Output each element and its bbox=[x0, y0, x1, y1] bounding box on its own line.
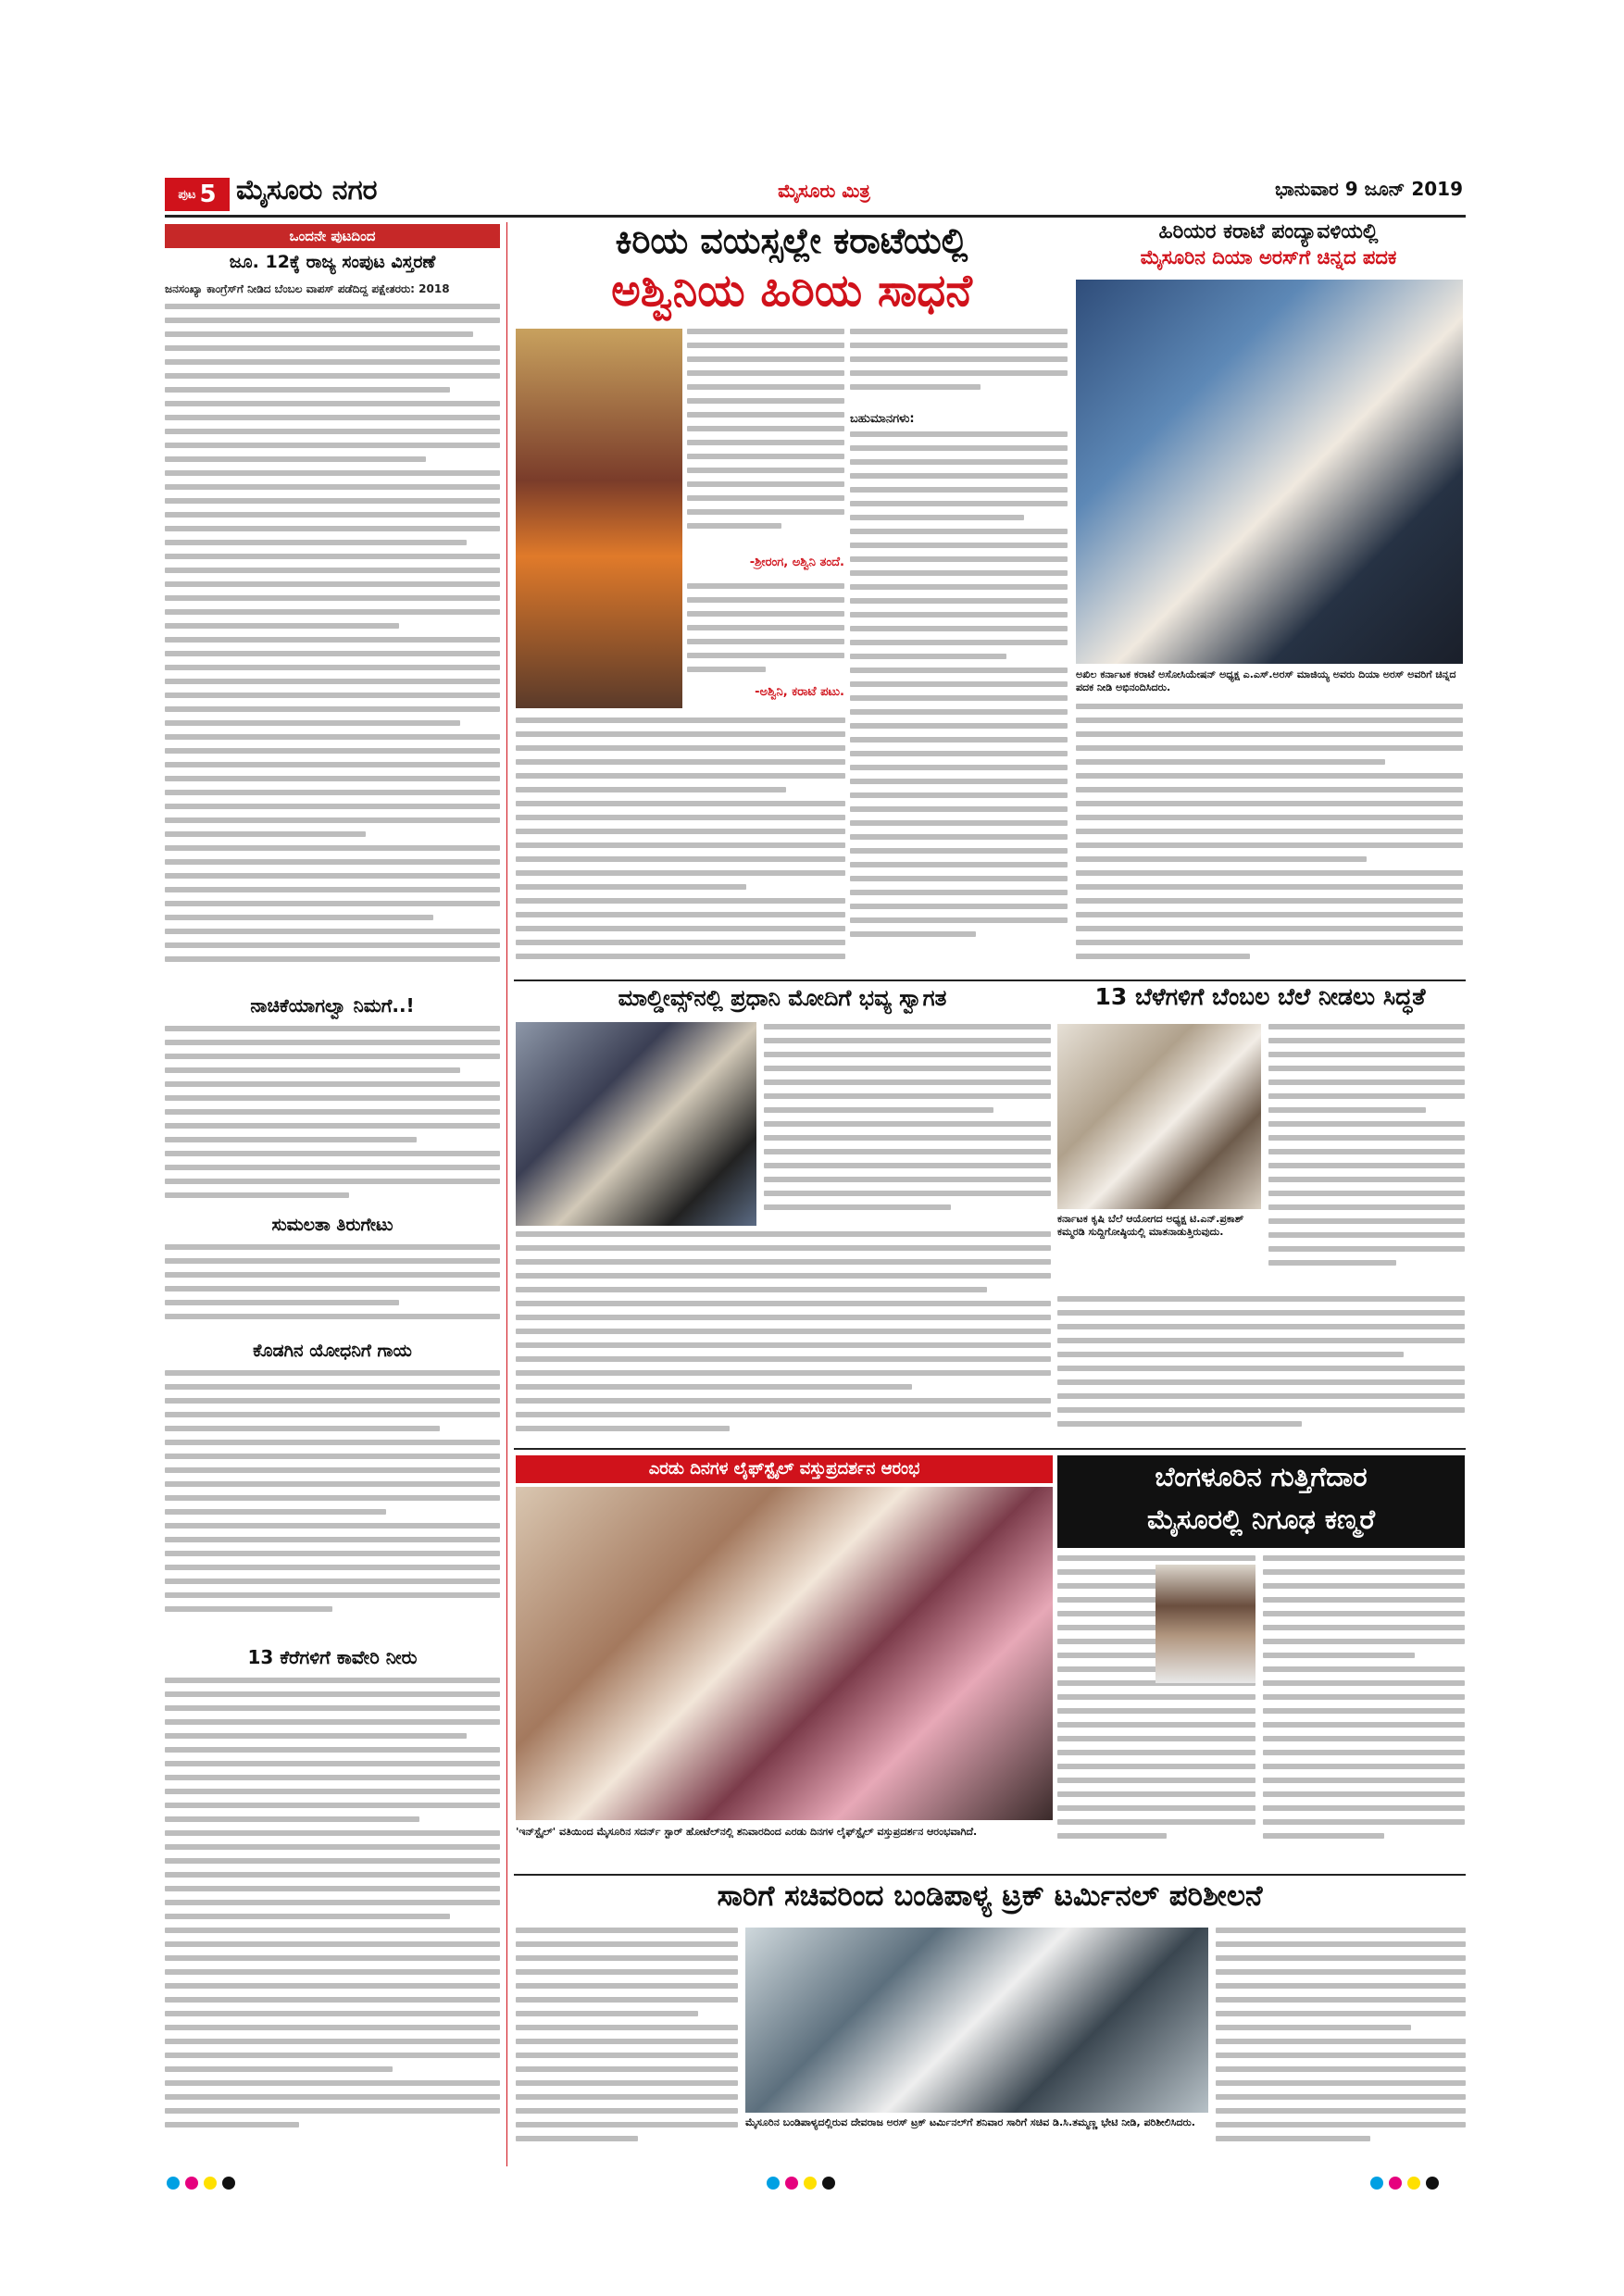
cabinet-body bbox=[165, 304, 500, 989]
diya-headline-line1: ಹಿರಿಯರ ಕರಾಟೆ ಪಂದ್ಯಾವಳಿಯಲ್ಲಿ bbox=[1158, 220, 1379, 243]
quote2-attribution: -ಅಶ್ವಿನಿ, ಕರಾಟೆ ಪಟು. bbox=[755, 685, 844, 699]
upper-block-rule bbox=[514, 980, 1466, 981]
sumalatha-headline: ಸುಮಲತಾ ತಿರುಗೇಟು bbox=[271, 1215, 394, 1235]
reg-dot-yellow bbox=[1407, 2177, 1420, 2190]
truck-body-left bbox=[516, 1928, 738, 2159]
truck-body-right bbox=[1216, 1928, 1466, 2159]
diya-headline-line2: ಮೈಸೂರಿನ ದಿಯಾ ಅರಸ್‌ಗೆ ಚಿನ್ನದ ಪದಕ bbox=[1140, 246, 1397, 268]
reg-dot-black bbox=[222, 2177, 235, 2190]
karate-headline-line2: ಅಶ್ವಿನಿಯ ಹಿರಿಯ ಸಾಧನೆ bbox=[611, 265, 972, 317]
modi-body-right bbox=[764, 1024, 1051, 1223]
sumalatha-body bbox=[165, 1244, 500, 1337]
reg-dot-yellow bbox=[204, 2177, 217, 2190]
masthead-rule bbox=[165, 215, 1466, 218]
reg-dot-magenta bbox=[1389, 2177, 1402, 2190]
shame-headline: ನಾಚಿಕೆಯಾಗಲ್ವಾ ನಿಮಗೆ..! bbox=[250, 994, 415, 1017]
page-label: ಪುಟ bbox=[178, 187, 196, 202]
karate-girl-photo bbox=[516, 329, 682, 708]
reg-dot-black bbox=[822, 2177, 835, 2190]
karate-quote2-box bbox=[687, 583, 844, 713]
shame-body bbox=[165, 1026, 500, 1211]
reg-dot-yellow bbox=[804, 2177, 817, 2190]
paper-name: ಮೈಸೂರು ಮಿತ್ರ bbox=[778, 180, 870, 202]
issue-date: ಭಾನುವಾರ 9 ಜೂನ್ 2019 bbox=[1275, 178, 1463, 200]
contractor-body-right bbox=[1263, 1555, 1465, 1870]
contractor-headline-line2: ಮೈಸೂರಲ್ಲಿ ನಿಗೂಢ ಕಣ್ಮರೆ bbox=[1147, 1504, 1375, 1535]
expo-headline: ಎರಡು ದಿನಗಳ ಲೈಫ್‌ಸ್ಟೈಲ್ ವಸ್ತುಪ್ರದರ್ಶನ ಆರಂಭ bbox=[516, 1455, 1053, 1483]
diya-body bbox=[1076, 704, 1463, 977]
diya-caption: ಅಖಿಲ ಕರ್ನಾಟಕ ಕರಾಟೆ ಅಸೋಸಿಯೇಷನ್ ಅಧ್ಯಕ್ಷ ಎ.ಎಸ್.ಅರಸ್ ಮಾಜಿಯ್ಯ ಅವರು ದಿಯಾ ಅರಸ್ ಅವರಿಗೆ ಚಿನ್ನದ ಪದಕ ನೀಡಿ ಅಭಿನಂದಿಸಿದರು. bbox=[1076, 668, 1456, 693]
support-price-photo bbox=[1057, 1024, 1261, 1209]
karate-main-body bbox=[516, 718, 845, 977]
registration-marks-center bbox=[767, 2176, 859, 2190]
reg-dot-cyan bbox=[767, 2177, 780, 2190]
modi-body-bottom bbox=[516, 1231, 1051, 1444]
reg-dot-cyan bbox=[167, 2177, 180, 2190]
registration-marks-left bbox=[167, 2176, 259, 2190]
reg-dot-cyan bbox=[1370, 2177, 1383, 2190]
page-number-box bbox=[165, 178, 230, 211]
page-number: 5 bbox=[199, 181, 217, 208]
soldier-headline: ಕೊಡಗಿನ ಯೋಧನಿಗೆ ಗಾಯ bbox=[253, 1341, 412, 1361]
support-price-body-right bbox=[1268, 1024, 1465, 1292]
cabinet-headline: ಜೂ. 12ಕ್ಕೆ ರಾಜ್ಯ ಸಂಪುಟ ವಿಸ್ತರಣೆ bbox=[229, 252, 436, 272]
continued-banner: ಒಂದನೇ ಪುಟದಿಂದ bbox=[165, 224, 500, 248]
cauvery-headline: 13 ಕೆರೆಗಳಿಗೆ ಕಾವೇರಿ ನೀರು bbox=[247, 1646, 418, 1668]
diya-award-photo bbox=[1076, 280, 1463, 664]
registration-marks-right bbox=[1370, 2176, 1463, 2190]
karate-headline-line1: ಕಿರಿಯ ವಯಸ್ಸಲ್ಲೇ ಕರಾಟೆಯಲ್ಲಿ bbox=[615, 220, 968, 261]
truck-photo bbox=[745, 1928, 1208, 2113]
lower-block-rule bbox=[514, 1874, 1466, 1876]
achievements-label: ಬಹುಮಾನಗಳು: bbox=[850, 412, 915, 426]
karate-side-column bbox=[850, 329, 1068, 977]
expo-caption: 'ಇನ್‌ಸ್ಟೈಲ್' ವತಿಯಿಂದ ಮೈಸೂರಿನ ಸದರ್ನ್ ಸ್ಟಾರ್ ಹೋಟೆಲ್‌ನಲ್ಲಿ ಶನಿವಾರದಿಂದ ಎರಡು ದಿನಗಳ ಲೈಫ್‌ಸ್ಟೈಲ್ ವಸ್ತುಪ್ರದರ್ಶನ ಆರಂಭವಾಗಿದೆ. bbox=[516, 1826, 978, 1838]
column-divider bbox=[506, 222, 507, 2166]
support-price-caption: ಕರ್ನಾಟಕ ಕೃಷಿ ಬೆಲೆ ಆಯೋಗದ ಅಧ್ಯಕ್ಷ ಟಿ.ಎನ್.ಪ್ರಕಾಶ್ ಕಮ್ಮರಡಿ ಸುದ್ದಿಗೋಷ್ಠಿಯಲ್ಲಿ ಮಾತನಾಡುತ್ತಿರುವುದು. bbox=[1057, 1213, 1244, 1238]
soldier-body bbox=[165, 1370, 500, 1639]
support-price-headline: 13 ಬೆಳೆಗಳಿಗೆ ಬೆಂಬಲ ಬೆಲೆ ನೀಡಲು ಸಿದ್ಧತೆ bbox=[1094, 983, 1426, 1010]
contractor-photo bbox=[1156, 1565, 1255, 1683]
contractor-headline-line1: ಬೆಂಗಳೂರಿನ ಗುತ್ತಿಗೆದಾರ bbox=[1155, 1461, 1368, 1492]
section-title: ಮೈಸೂರು ನಗರ bbox=[236, 174, 378, 206]
modi-headline: ಮಾಲ್ಡೀವ್ಸ್‌ನಲ್ಲಿ ಪ್ರಧಾನಿ ಮೋದಿಗೆ ಭವ್ಯ ಸ್ವಾಗತ bbox=[618, 985, 947, 1011]
quote1-attribution: -ಶ್ರೀರಂಗ, ಅಶ್ವಿನಿ ತಂದೆ. bbox=[749, 555, 844, 569]
reg-dot-magenta bbox=[785, 2177, 798, 2190]
contractor-headline-box bbox=[1057, 1455, 1465, 1548]
truck-caption: ಮೈಸೂರಿನ ಬಂಡಿಪಾಳ್ಯದಲ್ಲಿರುವ ದೇವರಾಜ ಅರಸ್ ಟ್ರಕ್ ಟರ್ಮಿನಲ್‌ಗೆ ಶನಿವಾರ ಸಾರಿಗೆ ಸಚಿವ ಡಿ.ಸಿ.ತಮ್ಮಣ್ಣ ಭೇಟಿ ನೀಡಿ, ಪರಿಶೀಲಿಸಿದರು. bbox=[745, 2116, 1195, 2128]
karate-quote1-box bbox=[687, 329, 844, 579]
reg-dot-magenta bbox=[185, 2177, 198, 2190]
support-price-body bbox=[1057, 1296, 1465, 1444]
cabinet-lead: ಜನಸಂಖ್ಯಾ ಕಾಂಗ್ರೆಸ್‌ಗೆ ನೀಡಿದ ಬೆಂಬಲ ವಾಪಸ್ ಪಡೆದಿದ್ದ ಪಕ್ಷೇತರರು: 2018 bbox=[165, 282, 450, 295]
truck-headline: ಸಾರಿಗೆ ಸಚಿವರಿಂದ ಬಂಡಿಪಾಳ್ಯ ಟ್ರಕ್ ಟರ್ಮಿನಲ್ ಪರಿಶೀಲನೆ bbox=[717, 1879, 1263, 1913]
modi-photo bbox=[516, 1022, 756, 1226]
reg-dot-black bbox=[1426, 2177, 1439, 2190]
expo-photo bbox=[516, 1487, 1053, 1820]
middle-block-rule bbox=[514, 1448, 1466, 1450]
cauvery-body bbox=[165, 1678, 500, 2159]
